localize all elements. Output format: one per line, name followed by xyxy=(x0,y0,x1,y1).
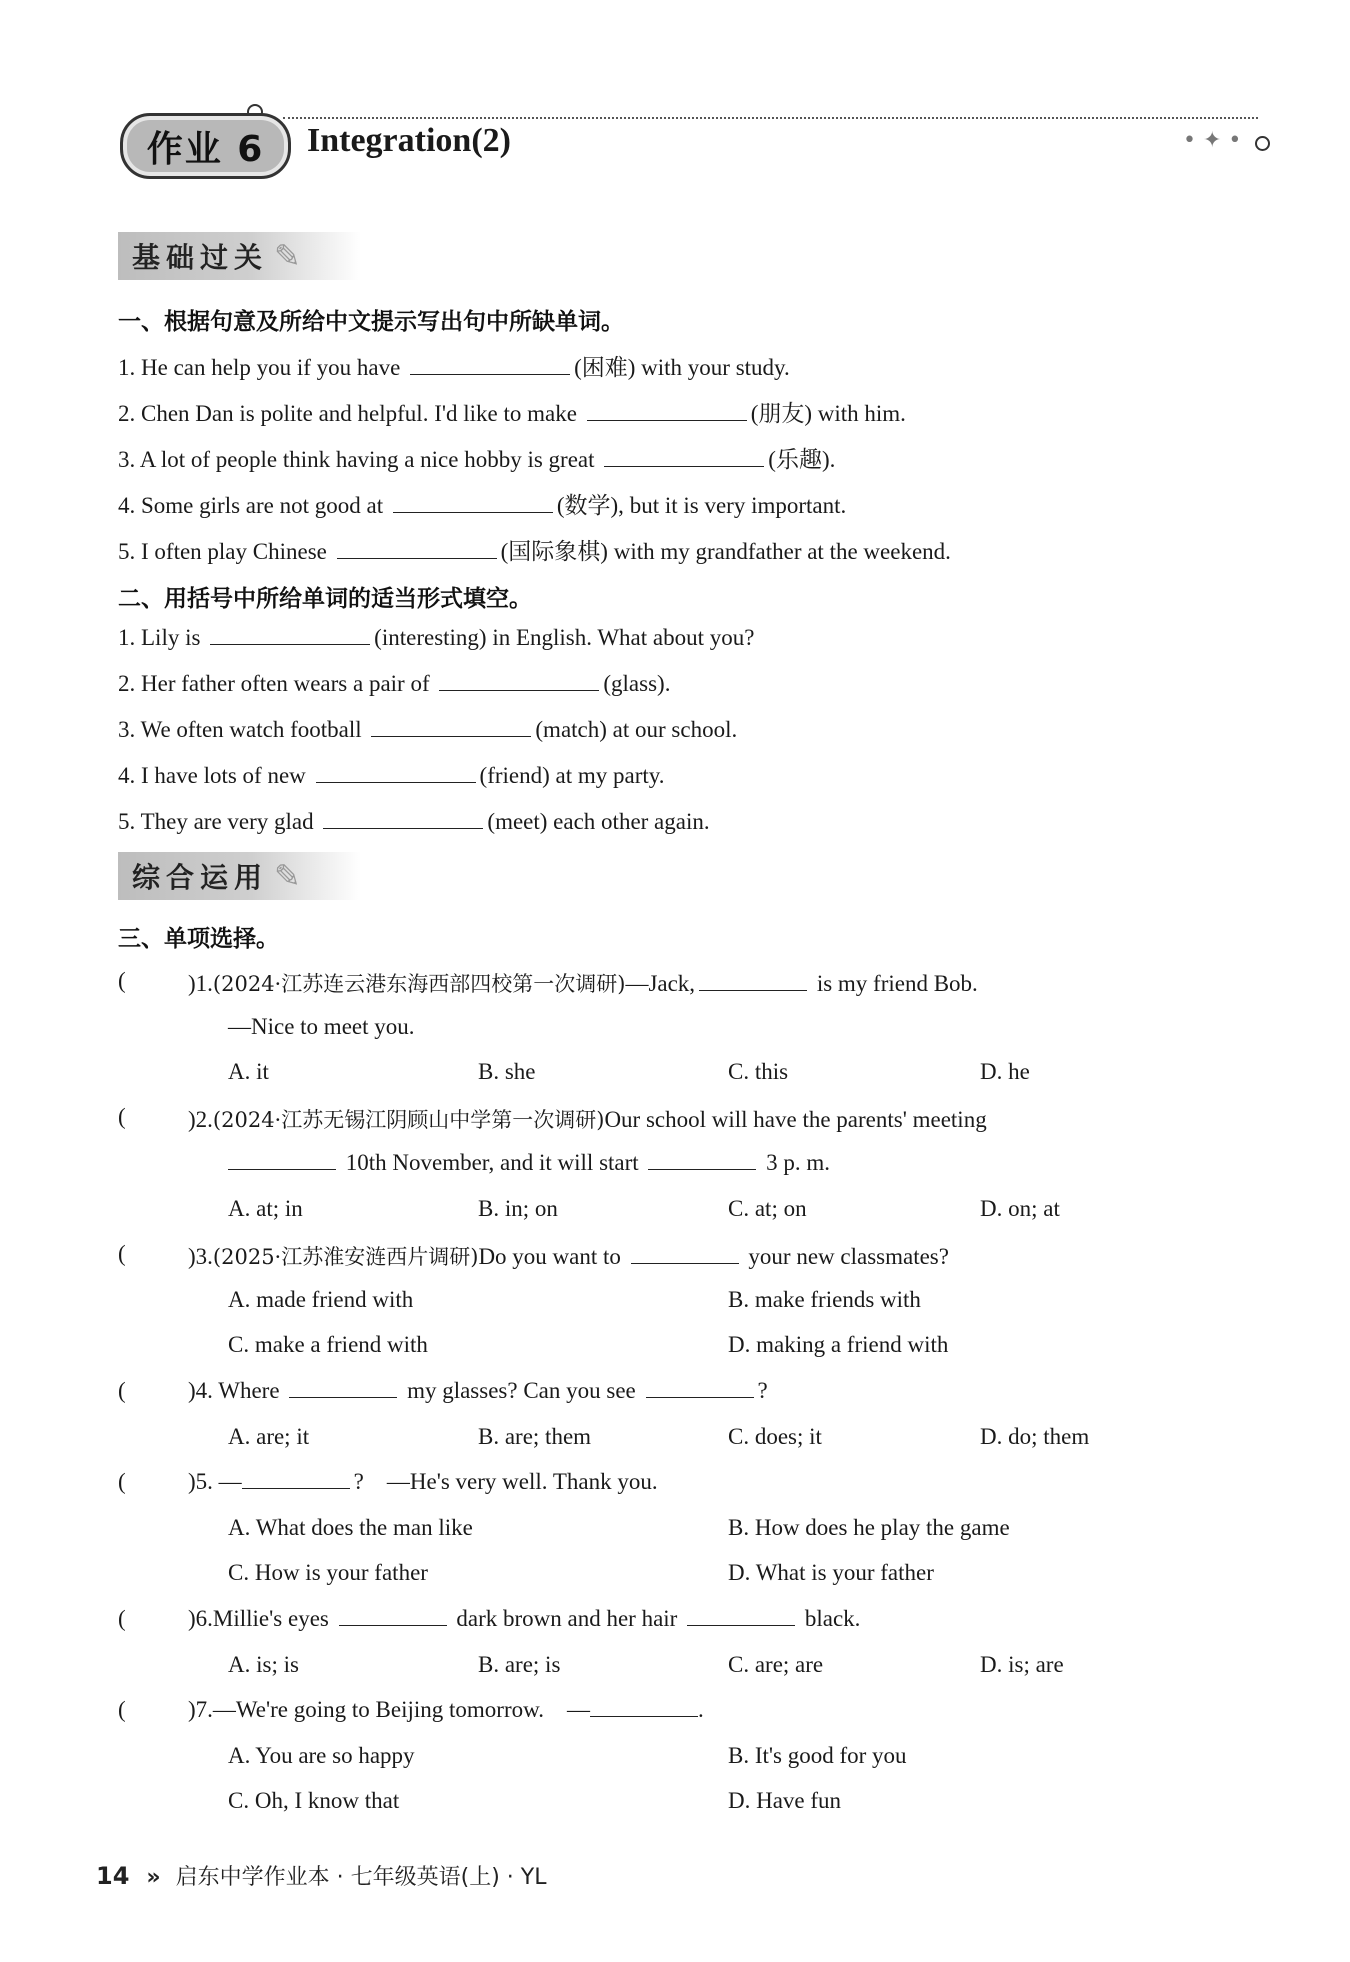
part2-item: 1. Lily is (interesting) in English. What about you? xyxy=(118,625,755,650)
answer-paren[interactable]: ( xyxy=(118,1241,126,1266)
page-title: Integration(2) xyxy=(307,122,511,159)
answer-blank[interactable] xyxy=(242,1470,350,1489)
option[interactable]: A. is; is xyxy=(228,1652,299,1677)
answer-blank[interactable] xyxy=(323,810,483,829)
option[interactable]: B. How does he play the game xyxy=(728,1515,1010,1540)
option[interactable]: D. is; are xyxy=(980,1652,1064,1677)
option[interactable]: D. making a friend with xyxy=(728,1332,949,1357)
option[interactable]: A. What does the man like xyxy=(228,1515,473,1540)
book-title: 启东中学作业本 · 七年级英语(上) · YL xyxy=(175,1865,547,1890)
option[interactable]: D. he xyxy=(980,1059,1030,1084)
answer-blank[interactable] xyxy=(337,540,497,559)
section-title-basic: 基础过关 xyxy=(132,241,269,274)
mc-question-3: )3.(2025·江苏淮安涟西片调研)Do you want to your new classmates? xyxy=(188,1244,949,1269)
part2-item: 3. We often watch football (match) at our school. xyxy=(118,717,738,742)
option[interactable]: C. Oh, I know that xyxy=(228,1788,400,1813)
mc-question-2: )2.(2024·江苏无锡江阴顾山中学第一次调研)Our school will have the parents' meeting xyxy=(188,1107,987,1132)
part1-item: 1. He can help you if you have (困难) with your study. xyxy=(118,355,790,380)
answer-blank[interactable] xyxy=(604,448,764,467)
part1-item: 4. Some girls are not good at (数学), but it is very important. xyxy=(118,493,847,518)
pencil-icon: ✎ xyxy=(274,857,301,895)
option[interactable]: C. this xyxy=(728,1059,789,1084)
answer-blank[interactable] xyxy=(339,1607,447,1626)
option[interactable]: A. at; in xyxy=(228,1196,303,1221)
option[interactable]: C. How is your father xyxy=(228,1560,428,1585)
option[interactable]: B. in; on xyxy=(478,1196,558,1221)
option[interactable]: B. she xyxy=(478,1059,536,1084)
part1-heading: 一、根据句意及所给中文提示写出句中所缺单词。 xyxy=(118,309,624,335)
option[interactable]: C. at; on xyxy=(728,1196,807,1221)
answer-blank[interactable] xyxy=(631,1245,739,1264)
option[interactable]: D. What is your father xyxy=(728,1560,934,1585)
answer-blank[interactable] xyxy=(687,1607,795,1626)
answer-blank[interactable] xyxy=(648,1151,756,1170)
page-number: 14 xyxy=(96,1862,130,1890)
answer-blank[interactable] xyxy=(228,1151,336,1170)
option[interactable]: A. made friend with xyxy=(228,1287,414,1312)
answer-paren[interactable]: ( xyxy=(118,968,126,993)
mc-question-1-line2: —Nice to meet you. xyxy=(228,1014,415,1039)
option[interactable]: B. are; them xyxy=(478,1424,592,1449)
mc-question-6: )6.Millie's eyes dark brown and her hair black. xyxy=(188,1606,861,1631)
part3-heading: 三、单项选择。 xyxy=(118,926,279,952)
answer-blank[interactable] xyxy=(587,402,747,421)
answer-blank[interactable] xyxy=(646,1379,754,1398)
section-banner-basic xyxy=(118,232,361,280)
part2-item: 4. I have lots of new (friend) at my party. xyxy=(118,763,665,788)
answer-paren[interactable]: ( xyxy=(118,1469,126,1494)
option[interactable]: B. make friends with xyxy=(728,1287,921,1312)
answer-blank[interactable] xyxy=(590,1698,698,1717)
answer-paren[interactable]: ( xyxy=(118,1606,126,1631)
part2-item: 2. Her father often wears a pair of (glass). xyxy=(118,671,671,696)
chevron-right-icon: » xyxy=(146,1865,161,1890)
option[interactable]: D. on; at xyxy=(980,1196,1060,1221)
option[interactable]: D. do; them xyxy=(980,1424,1090,1449)
mc-question-5: )5. — ? —He's very well. Thank you. xyxy=(188,1469,658,1494)
mc-question-4: )4. Where my glasses? Can you see ? xyxy=(188,1378,768,1403)
title-ornament-dot-end xyxy=(1255,136,1270,151)
part1-item: 2. Chen Dan is polite and helpful. I'd like to make (朋友) with him. xyxy=(118,401,906,426)
part2-item: 5. They are very glad (meet) each other again. xyxy=(118,809,710,834)
mc-question-2-line2: 10th November, and it will start 3 p. m. xyxy=(228,1150,830,1176)
answer-blank[interactable] xyxy=(371,718,531,737)
option[interactable]: C. does; it xyxy=(728,1424,822,1449)
option[interactable]: C. make a friend with xyxy=(228,1332,428,1357)
title-dotted-line xyxy=(283,117,1258,119)
answer-paren[interactable]: ( xyxy=(118,1697,126,1722)
answer-blank[interactable] xyxy=(210,626,370,645)
page-footer xyxy=(96,1860,546,1891)
section-title-comprehensive: 综合运用 xyxy=(132,861,269,894)
option[interactable]: C. are; are xyxy=(728,1652,824,1677)
answer-blank[interactable] xyxy=(439,672,599,691)
answer-blank[interactable] xyxy=(316,764,476,783)
answer-blank[interactable] xyxy=(289,1379,397,1398)
sparkle-icon: • ✦ • xyxy=(1183,128,1242,153)
option[interactable]: B. are; is xyxy=(478,1652,561,1677)
option[interactable]: D. Have fun xyxy=(728,1788,842,1813)
mc-question-7: )7.—We're going to Beijing tomorrow. — . xyxy=(188,1697,704,1722)
pencil-icon: ✎ xyxy=(274,237,301,275)
part1-item: 3. A lot of people think having a nice hobby is great (乐趣). xyxy=(118,447,836,472)
part2-heading: 二、用括号中所给单词的适当形式填空。 xyxy=(118,586,532,612)
section-banner-comprehensive xyxy=(118,852,361,900)
answer-blank[interactable] xyxy=(699,972,807,991)
answer-paren[interactable]: ( xyxy=(118,1104,126,1129)
answer-blank[interactable] xyxy=(393,494,553,513)
option[interactable]: B. It's good for you xyxy=(728,1743,907,1768)
answer-paren[interactable]: ( xyxy=(118,1378,126,1403)
part1-item: 5. I often play Chinese (国际象棋) with my grandfather at the weekend. xyxy=(118,539,951,564)
mc-question-1: )1.(2024·江苏连云港东海西部四校第一次调研)—Jack, is my friend Bob. xyxy=(188,971,978,996)
answer-blank[interactable] xyxy=(410,356,570,375)
option[interactable]: A. it xyxy=(228,1059,269,1084)
homework-number-badge: 作业 6 xyxy=(120,113,291,179)
option[interactable]: A. are; it xyxy=(228,1424,310,1449)
option[interactable]: A. You are so happy xyxy=(228,1743,415,1768)
